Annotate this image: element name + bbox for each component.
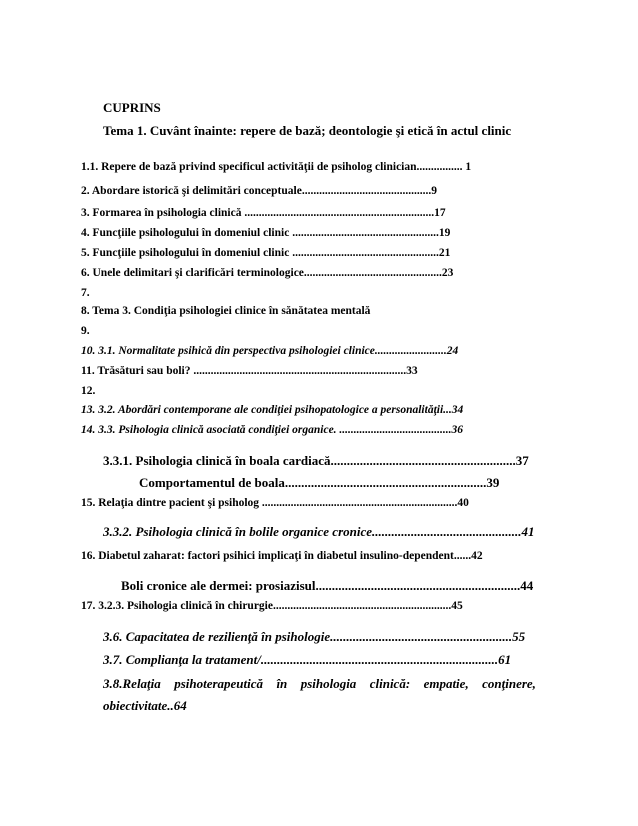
- toc-entry: 15. Relaţia dintre pacient şi psiholog ....................................................................40: [81, 497, 469, 509]
- toc-entry: 13. 3.2. Abordări contemporane ale condiţiei psihopatologice a personalităţii...34: [81, 404, 464, 416]
- toc-entry: 6. Unele delimitari şi clarificări terminologice................................................23: [81, 267, 454, 279]
- toc-word: clinică:: [369, 676, 411, 691]
- toc-entry: 14. 3.3. Psihologia clinică asociată condiţiei organice. .......................................36: [81, 424, 464, 436]
- toc-entry: 8. Tema 3. Condiţia psihologiei clinice în sănătatea mentală: [81, 305, 371, 317]
- toc-entry: 4. Funcţiile psihologului în domeniul clinic ...................................................19: [81, 227, 451, 239]
- toc-entry: Boli cronice ale dermei: prosiazisul...............................................................44: [121, 578, 534, 593]
- toc-entry: 10. 3.1. Normalitate psihică din perspectiva psihologiei clinice.........................24: [81, 345, 459, 357]
- toc-entry: 3. Formarea în psihologia clinică ..................................................................17: [81, 207, 446, 219]
- toc-entry: 2. Abordare istorică şi delimitări conceptuale.............................................9: [81, 185, 437, 197]
- toc-entry: 17. 3.2.3. Psihologia clinică în chirurgie..............................................................45: [81, 600, 463, 612]
- toc-word: psihoterapeutică: [174, 676, 264, 691]
- toc-entry: 16. Diabetul zaharat: factori psihici implicaţi în diabetul insulino-dependent......42: [81, 550, 483, 562]
- toc-entry: 9.: [81, 325, 90, 337]
- page-title: CUPRINS: [103, 100, 161, 115]
- toc-entry: 1.1. Repere de bază privind specificul activităţii de psiholog clinician................ 1: [81, 161, 472, 173]
- toc-entry: 7.: [81, 287, 90, 299]
- toc-word: psihologia: [300, 676, 357, 691]
- toc-word: în: [276, 676, 288, 691]
- toc-entry: 3.3.2. Psihologia clinică în bolile organice cronice..............................................41: [103, 524, 535, 539]
- toc-word: empatie,: [423, 676, 469, 691]
- toc-entry: 3.3.1. Psihologia clinică în boala cardiacă.........................................................37: [103, 453, 529, 468]
- toc-word: 3.8.Relaţia: [103, 676, 161, 691]
- toc-entry-continuation: obiectivitate..64: [103, 698, 187, 713]
- toc-entry-justified: [103, 676, 536, 692]
- toc-entry: Comportamentul de boala..............................................................39: [139, 475, 500, 490]
- toc-entry: 3.7. Complianţa la tratament/.........................................................................61: [103, 652, 512, 667]
- toc-entry: 3.6. Capacitatea de rezilienţă în psihologie........................................................55: [103, 629, 526, 644]
- toc-entry: 5. Funcţiile psihologului în domeniul clinic ...................................................21: [81, 247, 451, 259]
- toc-word: conţinere,: [482, 676, 536, 691]
- page-subtitle: Tema 1. Cuvânt înainte: repere de bază; deontologie şi etică în actul clinic: [103, 123, 512, 138]
- toc-entry: 11. Trăsături sau boli? ..........................................................................33: [81, 365, 418, 377]
- toc-entry: 12.: [81, 385, 96, 397]
